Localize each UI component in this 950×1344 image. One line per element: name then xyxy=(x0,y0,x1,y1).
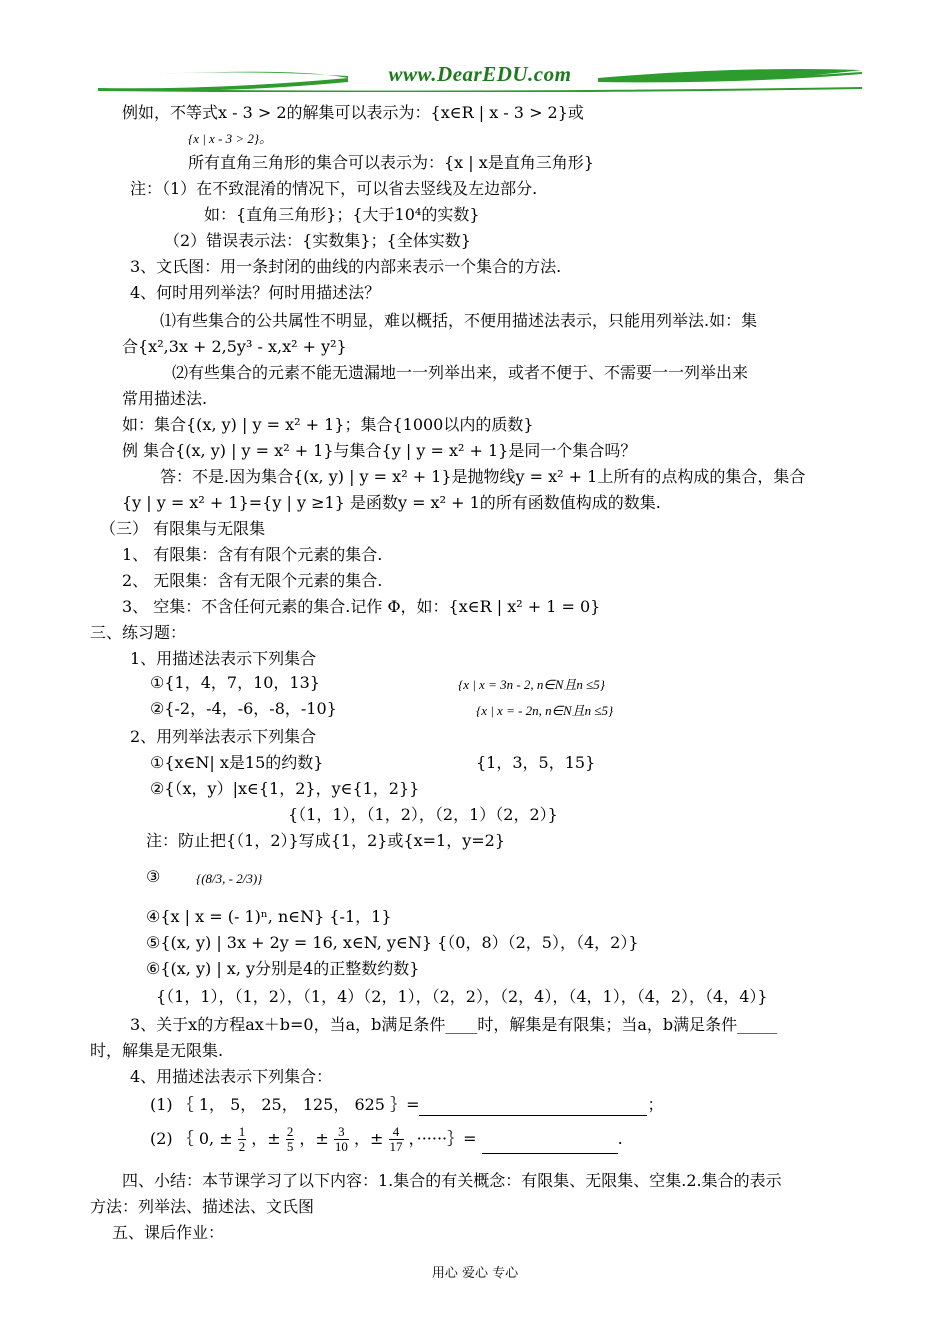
text-line: 方法：列举法、描述法、文氏图 xyxy=(90,1197,315,1216)
exercise-item xyxy=(150,1094,664,1116)
exercise-item: ⑥{(x, y) | x, y分别是4的正整数约数} xyxy=(146,959,420,978)
text-line: 1、 有限集：含有有限个元素的集合. xyxy=(122,545,383,564)
text-line: {y | y = x² + 1}={y | y ≥1} 是函数y = x² + 1的所有函数值构成的数集. xyxy=(122,493,661,512)
text-line: 如：{直角三角形}；{大于10⁴的实数} xyxy=(204,205,480,224)
text-line: 注：（1）在不致混淆的情况下，可以省去竖线及左边部分. xyxy=(130,179,538,198)
text-line: 四、小结：本节课学习了以下内容：1.集合的有关概念：有限集、无限集、空集.2.集合的表示 xyxy=(122,1171,782,1190)
text-line: 1、用描述法表示下列集合 xyxy=(130,649,317,668)
text-line: 答：不是.因为集合{(x, y) | y = x² + 1}是抛物线y = x² + 1上所有的点构成的集合，集合 xyxy=(160,467,806,486)
text-line: 常用描述法. xyxy=(122,389,208,408)
exercise-answer: {x | x = - 2n, n∈N且n ≤5} xyxy=(476,703,614,718)
exercise-item: ①{x∈N| x是15的约数} xyxy=(150,753,324,772)
text-line: 例如，不等式x - 3 > 2的解集可以表示为：{x∈R | x - 3 > 2}或 xyxy=(122,103,584,122)
text-line: 合{x²,3x + 2,5y³ - x,x² + y²} xyxy=(122,337,347,356)
text-line: 如：集合{(x, y) | y = x² + 1}；集合{1000以内的质数} xyxy=(122,415,534,434)
text-line: 4、何时用列举法？何时用描述法？ xyxy=(130,283,381,302)
fraction: $\frac{2}{5}$ xyxy=(286,1124,294,1154)
punctuation: ； xyxy=(647,1095,664,1114)
site-header xyxy=(98,60,862,92)
text-line: 3、关于x的方程ax＋b=0，当a，b满足条件____时，解集是有限集；当a，b满足条件_____ xyxy=(130,1015,778,1034)
site-logo: www.DearEDU.com xyxy=(388,62,572,86)
text-line: {x | x - 3 > 2}。 xyxy=(188,131,273,146)
exercise-answer: {x | x = 3n - 2, n∈N且n ≤5} xyxy=(458,677,605,692)
exercise-item: ③ xyxy=(146,867,161,886)
exercise-answer: {（1，1），（1，2），（1，4）（2，1），（2，2），（2，4），（4，1），（4，2），（4，4）} xyxy=(156,987,768,1006)
text-line: 2、 无限集：含有无限个元素的集合. xyxy=(122,571,383,590)
exercise-answer: {1，3，5，15} xyxy=(476,753,596,772)
section-heading: 五、课后作业： xyxy=(112,1223,225,1242)
text-line: （2）错误表示法：{实数集}；{全体实数} xyxy=(164,231,471,250)
exercise-item: ②{-2，-4，-6，-8，-10} xyxy=(150,699,337,718)
exercise-answer: {(8/3, - 2/3)} xyxy=(196,871,263,886)
answer-blank xyxy=(482,1135,618,1154)
exercise-item: ①{1，4，7，10，13} xyxy=(150,673,320,692)
text-line: 4、用描述法表示下列集合： xyxy=(130,1067,333,1086)
exercise-item: (2) ｛ 0, ± $\frac{1}{2}$ ，± $\frac{2}{5}$ ，± $\frac{3}{10}$ ，± $\frac{4}{17}$ ，······｝= . xyxy=(150,1124,623,1154)
fraction: $\frac{1}{2}$ xyxy=(238,1124,246,1154)
punctuation: . xyxy=(617,1129,623,1148)
text-line: 2、用列举法表示下列集合 xyxy=(130,727,317,746)
text-line: 3、文氏图：用一条封闭的曲线的内部来表示一个集合的方法. xyxy=(130,257,562,276)
exercise-item: ②{（x，y）|x∈{1，2}，y∈{1，2}} xyxy=(150,779,420,798)
text-line: ⑴有些集合的公共属性不明显，难以概括，不便用描述法表示，只能用列举法.如：集 xyxy=(160,311,758,330)
fraction: $\frac{4}{17}$ xyxy=(389,1124,403,1154)
page-footer: 用心 爱心 专心 xyxy=(431,1266,519,1281)
answer-blank xyxy=(419,1097,647,1116)
text-line: 所有直角三角形的集合可以表示为：{x | x是直角三角形} xyxy=(188,153,594,172)
text-line: 注：防止把{（1，2）}写成{1，2}或{x=1，y=2} xyxy=(146,831,506,850)
exercise-prompt: (1) ｛ 1， 5， 25， 125， 625 ｝= xyxy=(150,1095,420,1114)
text-line: 例 集合{(x, y) | y = x² + 1}与集合{y | y = x² + 1}是同一个集合吗？ xyxy=(122,441,637,460)
fraction: $\frac{3}{10}$ xyxy=(334,1124,348,1154)
section-heading: （三） 有限集与无限集 xyxy=(100,519,266,538)
exercise-prompt: (2) ｛ 0, ± xyxy=(150,1129,233,1148)
text-line: ⑵有些集合的元素不能无遗漏地一一列举出来，或者不便于、不需要一一列举出来 xyxy=(172,363,749,382)
section-heading: 三、练习题： xyxy=(90,623,187,642)
exercise-item: ⑤{(x, y) | 3x + 2y = 16, x∈N, y∈N} {（0，8）（2，5），（4，2）} xyxy=(146,933,639,952)
text-line: 时，解集是无限集. xyxy=(90,1041,224,1060)
exercise-item: ④{x | x = (- 1)ⁿ, n∈N} {-1，1} xyxy=(146,907,392,926)
text-line: 3、 空集：不含任何元素的集合.记作 Φ，如：{x∈R | x² + 1 = 0} xyxy=(122,597,601,616)
exercise-answer: {（1，1），（1，2），（2，1）（2，2）} xyxy=(288,805,558,824)
